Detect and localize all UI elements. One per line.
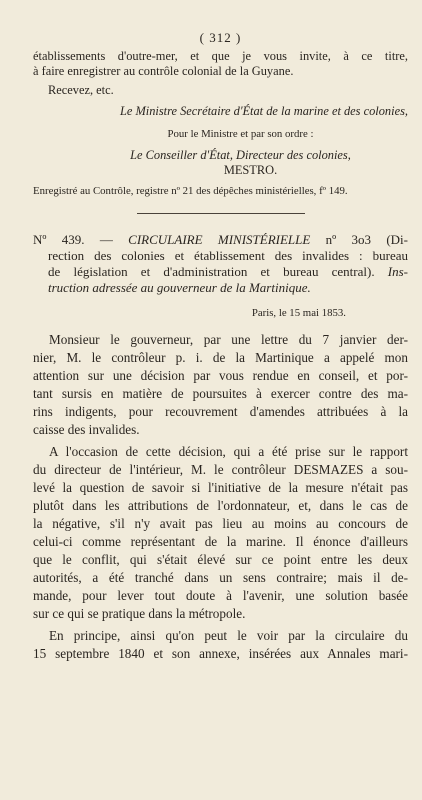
signature: MESTRO. xyxy=(223,163,278,177)
counselor-title: Le Conseiller d'État, Directeur des colonies, xyxy=(130,148,351,162)
minister-title: Le Ministre Secrétaire d'État de la marine et des colonies, xyxy=(119,104,408,118)
para-line: du directeur de l'intérieur, M. le contrôleur DESMAZES a sou- xyxy=(33,462,408,477)
para-line: tant sursis en matière de poursuites à exercer contre des ma- xyxy=(33,386,408,401)
text-line: à faire enregistrer au contrôle colonial de la Guyane. xyxy=(33,64,294,78)
circular-date: Paris, le 15 mai 1853. xyxy=(251,307,346,319)
letter-body xyxy=(33,331,408,663)
para-line: Monsieur le gouverneur, par une lettre du 7 janvier der- xyxy=(49,332,408,347)
section-divider xyxy=(137,213,305,214)
circular-title-suffix: nº 3o3 (Di- xyxy=(325,232,408,247)
instruction-start: Ins- xyxy=(387,264,409,279)
para-line: que le conflit, qui s'était élevé sur ce point entre les deux xyxy=(33,552,408,567)
para-line: A l'occasion de cette décision, qui a été prise sur le rapport xyxy=(49,444,408,459)
para-line: rins indigents, pour recouvrement d'amendes attribuées à la xyxy=(33,404,408,419)
para-line: caisse des invalides. xyxy=(33,422,140,437)
para-line: celui-ci comme représentant de la marine. Il énonce d'ailleurs xyxy=(33,534,408,549)
para-line: levé la question de savoir si l'initiative de la mesure n'était pas xyxy=(33,480,408,495)
circular-line xyxy=(33,264,408,280)
circular-line: rection des colonies et établissement des invalides : bureau xyxy=(48,248,408,263)
para-line: la négative, s'il n'y avait pas lieu au moins au concours de xyxy=(33,516,408,531)
para-line: 15 septembre 1840 et son annexe, insérées aux Annales mari- xyxy=(33,646,408,661)
registration-line: Enregistré au Contrôle, registre nº 21 des dépêches ministérielles, fº 149. xyxy=(33,185,348,197)
para-line: sur ce qui se pratique dans la métropole. xyxy=(33,606,246,621)
order-line: Pour le Ministre et par son ordre : xyxy=(167,128,314,140)
circular-number: Nº 439. — xyxy=(33,232,113,247)
text-line: établissements d'outre-mer, et que je vous invite, à ce titre, xyxy=(33,49,408,63)
closing-line: Recevez, etc. xyxy=(48,83,114,97)
para-line: nier, M. le contrôleur p. i. de la Martinique a appelé mon xyxy=(33,350,408,365)
para-line: attention sur une décision par vous rendue en conseil, et por- xyxy=(33,368,408,383)
para-line: mande, pour lever tout doute à l'avenir, une solution basée xyxy=(33,588,408,603)
para-line: plutôt dans les attributions de l'ordonnateur, et, dans le cas de xyxy=(33,498,408,513)
circular-title: CIRCULAIRE MINISTÉRIELLE xyxy=(128,232,311,247)
para-line: autorités, a été tranché dans un sens contraire; mais il de- xyxy=(33,570,408,585)
circular-heading xyxy=(33,232,408,248)
circular-line: truction adressée au gouverneur de la Martinique. xyxy=(48,280,311,295)
page-number: ( 312 ) xyxy=(199,30,242,45)
para-line: En principe, ainsi qu'on peut le voir par la circulaire du xyxy=(49,628,408,643)
circular-line-text: de législation et d'administration et bureau central). xyxy=(48,264,375,279)
